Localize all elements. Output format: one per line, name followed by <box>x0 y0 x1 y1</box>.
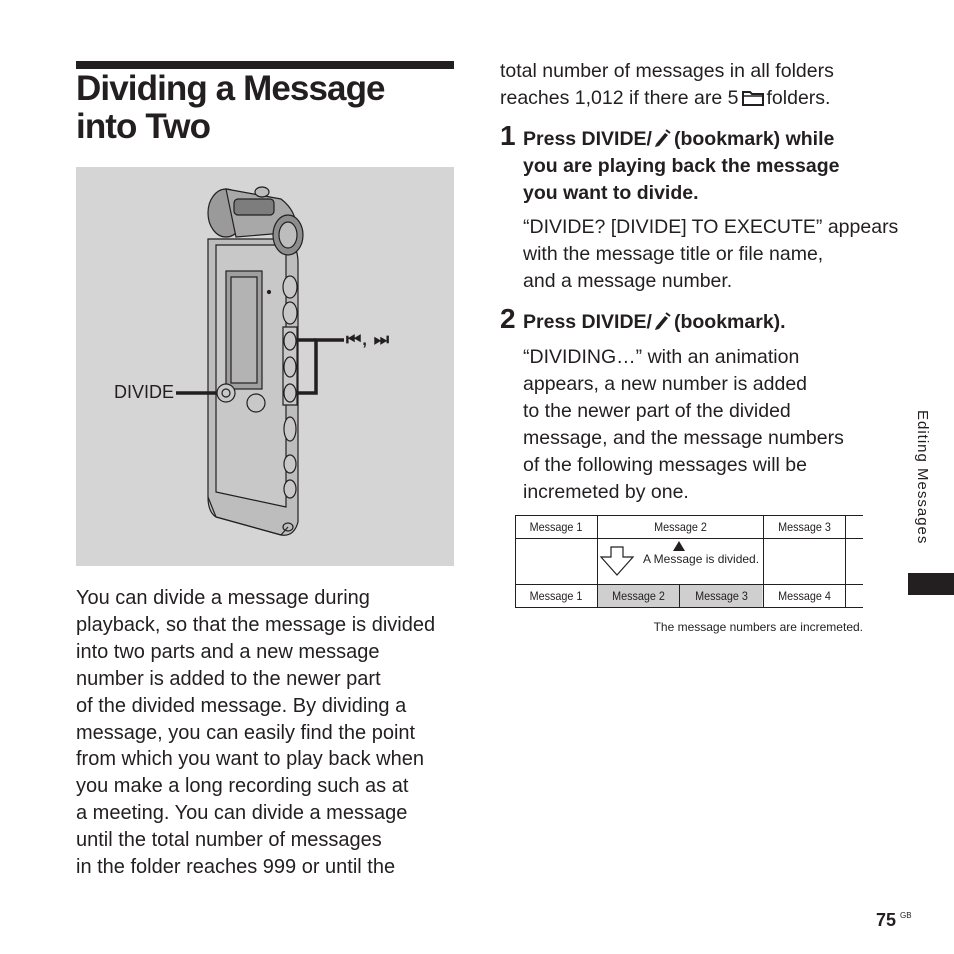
section-tab-label: Editing Messages <box>914 410 931 545</box>
step-1-heading-line: you want to divide. <box>523 182 699 204</box>
intro-line: of the divided message. By dividing a <box>76 694 407 717</box>
step-1-heading-line <box>523 126 883 153</box>
continued-line <box>500 85 880 112</box>
step-2-heading-text: Press DIVIDE/ <box>523 311 652 333</box>
bookmark-icon <box>653 129 671 147</box>
intro-line: until the total number of messages <box>76 829 382 852</box>
recorder-drawing <box>76 167 454 566</box>
step-2-heading-text: (bookmark). <box>673 311 786 333</box>
page-title-line-1: Dividing a Message <box>76 69 385 108</box>
bottom-row-message-2: Message 2 <box>612 589 665 603</box>
continued-text: folders. <box>766 87 831 109</box>
section-tab-marker <box>908 573 954 595</box>
intro-line: playback, so that the message is divided <box>76 613 436 636</box>
message-division-diagram <box>515 515 863 640</box>
intro-paragraph <box>76 585 456 881</box>
bottom-row-message-3: Message 3 <box>695 589 748 603</box>
step-2-heading-line <box>523 309 883 336</box>
page-number-suffix: GB <box>900 911 912 920</box>
step-2-body-line: message, and the message numbers <box>523 427 844 449</box>
step-1-heading-line: you are playing back the message <box>523 155 840 177</box>
continued-paragraph <box>500 58 880 112</box>
intro-line: in the folder reaches 999 or until the <box>76 856 396 879</box>
continued-line: total number of messages in all folders <box>500 60 834 82</box>
intro-line: from which you want to play back when <box>76 748 424 771</box>
intro-line: You can divide a message during <box>76 587 370 609</box>
intro-line: a meeting. You can divide a message <box>76 802 408 825</box>
step-1-heading <box>523 126 883 207</box>
incremented-note: The message numbers are incremeted. <box>653 620 863 634</box>
bottom-row-message-1: Message 1 <box>529 589 583 603</box>
step-1-body-line: and a message number. <box>523 270 733 292</box>
intro-line: you make a long recording such as at <box>76 775 409 798</box>
top-row-message-1: Message 1 <box>529 520 583 534</box>
step-2-body-line: incremeted by one. <box>523 481 689 503</box>
continued-text: reaches 1,012 if there are 5 <box>500 87 739 109</box>
step-1-number: 1 <box>500 120 516 151</box>
bookmark-icon <box>653 312 671 330</box>
step-1-heading-text: (bookmark) while <box>673 128 835 150</box>
title-rule <box>76 61 454 69</box>
step-1-body-line: with the message title or file name, <box>523 243 824 265</box>
divide-button-label: DIVIDE <box>114 382 175 402</box>
page-title-line-2: into Two <box>76 107 211 146</box>
bottom-row-message-4: Message 4 <box>778 589 831 603</box>
skip-buttons-label: ⏮, ⏭ <box>346 330 391 349</box>
recorder-illustration <box>76 167 454 566</box>
top-row-message-2: Message 2 <box>654 520 707 534</box>
step-2-heading <box>523 309 883 336</box>
intro-line: message, you can easily find the point <box>76 721 416 744</box>
page-number: 75 <box>876 910 897 930</box>
intro-line: into two parts and a new message <box>76 640 380 663</box>
page-title <box>76 70 456 146</box>
folder-icon <box>742 89 764 106</box>
intro-line: number is added to the newer part <box>76 667 381 690</box>
step-2-body-line: “DIVIDING…” with an animation <box>523 346 800 368</box>
step-2-number: 2 <box>500 303 516 334</box>
step-2-body-line: to the newer part of the divided <box>523 400 791 422</box>
step-2-description <box>523 344 893 506</box>
top-row-message-3: Message 3 <box>778 520 831 534</box>
step-1-body-line: “DIVIDE? [DIVIDE] TO EXECUTE” appears <box>523 216 899 238</box>
step-2-body-line: of the following messages will be <box>523 454 807 476</box>
step-1-heading-text: Press DIVIDE/ <box>523 128 652 150</box>
divided-note: A Message is divided. <box>643 552 760 566</box>
step-2-body-line: appears, a new number is added <box>523 373 808 395</box>
step-1-description <box>523 214 899 295</box>
